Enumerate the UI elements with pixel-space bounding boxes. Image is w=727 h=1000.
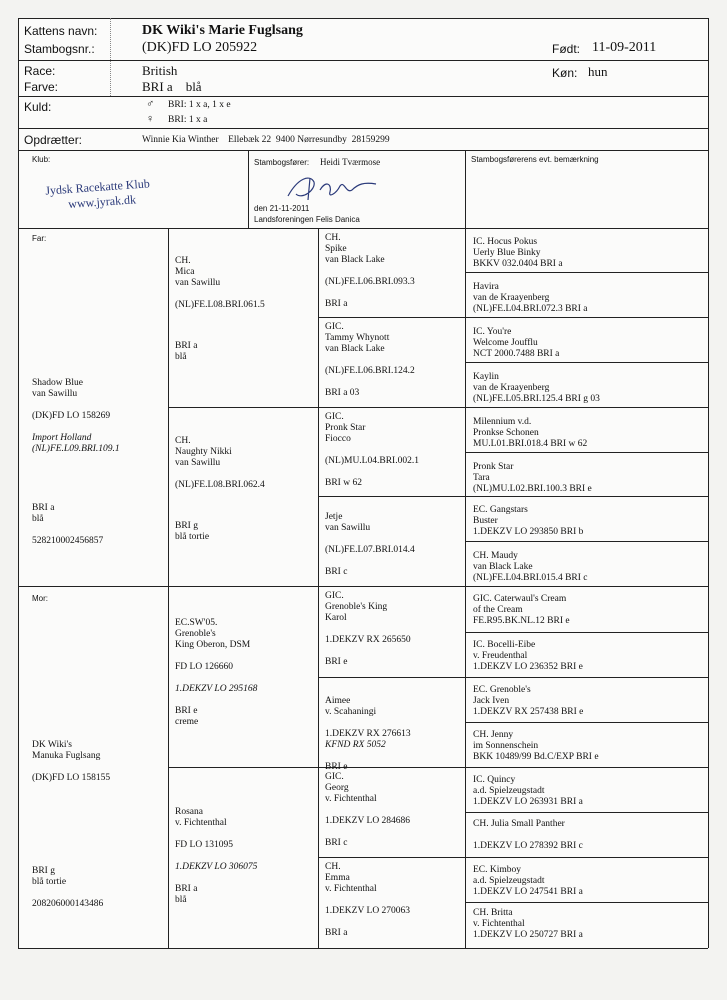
gggp-line: (NL)FE.L04.BRI.072.3 BRI a bbox=[473, 304, 588, 314]
grandparent-color: creme bbox=[175, 717, 199, 727]
dam-cell bbox=[32, 740, 110, 910]
ggp-line: CH. bbox=[325, 233, 341, 243]
rule bbox=[465, 541, 708, 542]
gggp-cell bbox=[473, 372, 600, 405]
rule bbox=[465, 272, 708, 273]
great-grandparent-cell bbox=[325, 322, 415, 399]
registrar-name: Heidi Tværmose bbox=[320, 157, 381, 167]
grandparent-color: BRI a bbox=[175, 884, 198, 894]
gggp-cell bbox=[473, 819, 583, 852]
gggp-line: 1.DEKZV LO 278392 BRI c bbox=[473, 841, 583, 851]
gggp-line: 1.DEKZV LO 236352 BRI e bbox=[473, 662, 583, 672]
ggp-line: Fiocco bbox=[325, 434, 351, 444]
rule bbox=[465, 150, 466, 228]
gggp-line: IC. Quincy bbox=[473, 775, 516, 785]
gggp-line: 1.DEKZV LO 263931 BRI a bbox=[473, 797, 583, 807]
dam-name: DK Wiki's bbox=[32, 740, 72, 750]
grandparent-color: BRI a bbox=[175, 341, 198, 351]
grandparent-cell bbox=[175, 796, 257, 906]
gggp-line: Pronk Star bbox=[473, 462, 514, 472]
gggp-line: IC. Hocus Pokus bbox=[473, 237, 538, 247]
grandparent-title: CH. bbox=[175, 256, 191, 266]
rule bbox=[18, 128, 708, 129]
grandparent-reg: FD LO 126660 bbox=[175, 662, 234, 672]
ggp-line: Emma bbox=[325, 873, 350, 883]
grandparent-title: CH. bbox=[175, 436, 191, 446]
gggp-line: Tara bbox=[473, 473, 490, 483]
mother-label: Mor: bbox=[32, 594, 48, 603]
ggp-line: van Sawillu bbox=[325, 523, 371, 533]
gggp-line: FE.R95.BK.NL.12 BRI e bbox=[473, 616, 570, 626]
grandparent-color: blå bbox=[175, 352, 187, 362]
dam-reg: (DK)FD LO 158155 bbox=[32, 773, 111, 783]
ggp-line: Jetje bbox=[325, 512, 343, 522]
gggp-cell bbox=[473, 640, 583, 673]
rule bbox=[465, 362, 708, 363]
gggp-line: (NL)FE.L05.BRI.125.4 BRI g 03 bbox=[473, 394, 600, 404]
dam-name: Manuka Fuglsang bbox=[32, 751, 101, 761]
cat-name: DK Wiki's Marie Fuglsang bbox=[142, 23, 303, 38]
gggp-line: CH. Julia Small Panther bbox=[473, 819, 565, 829]
born-date: 11-09-2011 bbox=[592, 40, 657, 55]
father-label: Far: bbox=[32, 234, 47, 243]
rule bbox=[18, 96, 708, 97]
ggp-reg: 1.DEKZV LO 270063 bbox=[325, 906, 411, 916]
name-label: Kattens navn: bbox=[24, 24, 98, 38]
litter-female: BRI: 1 x a bbox=[168, 115, 208, 125]
rule bbox=[168, 228, 169, 948]
gggp-line: 1.DEKZV LO 293850 BRI b bbox=[473, 527, 584, 537]
rule bbox=[318, 317, 708, 318]
ggp-line: v. Fichtenthal bbox=[325, 884, 377, 894]
color-value: BRI a blå bbox=[142, 79, 202, 94]
female-icon: ♀ bbox=[146, 113, 155, 125]
club-logo-name: Jydsk Racekatte Klub bbox=[44, 176, 151, 198]
pedigree-sheet bbox=[18, 18, 708, 948]
great-grandparent-cell bbox=[325, 591, 411, 668]
breeder-label: Opdrætter: bbox=[24, 133, 83, 147]
gggp-line: van de Kraayenberg bbox=[473, 293, 550, 303]
gggp-line: a.d. Spielzeugstadt bbox=[473, 876, 545, 886]
sire-import: (NL)FE.L09.BRI.109.1 bbox=[32, 444, 120, 454]
rule bbox=[318, 228, 319, 948]
grandparent-title: EC.SW'05. bbox=[175, 618, 218, 628]
litter-label: Kuld: bbox=[24, 100, 52, 114]
grandparent-name: Naughty Nikki bbox=[175, 447, 232, 457]
gggp-line: Buster bbox=[473, 516, 498, 526]
remarks-label: Stambogsførerens evt. bemærkning bbox=[471, 155, 599, 164]
ggp-reg: 1.DEKZV LO 284686 bbox=[325, 816, 411, 826]
gggp-cell bbox=[473, 865, 583, 898]
club-logo-url: www.jyrak.dk bbox=[67, 192, 137, 212]
ggp-reg: (NL)FE.L06.BRI.093.3 bbox=[325, 277, 415, 287]
rule bbox=[465, 632, 708, 633]
gggp-cell bbox=[473, 908, 583, 941]
gggp-cell bbox=[473, 282, 588, 315]
grandparent-name: Grenoble's bbox=[175, 629, 216, 639]
rule bbox=[248, 150, 249, 228]
grandparent-color: BRI e bbox=[175, 706, 198, 716]
grandparent-color: blå bbox=[175, 895, 187, 905]
gggp-line: a.d. Spielzeugstadt bbox=[473, 786, 545, 796]
rule bbox=[465, 722, 708, 723]
grandparent-name: v. Fichtenthal bbox=[175, 818, 227, 828]
gggp-line: 1.DEKZV RX 257438 BRI e bbox=[473, 707, 584, 717]
grandparent-name: van Sawillu bbox=[175, 458, 221, 468]
gggp-line: Welcome Joufflu bbox=[473, 338, 538, 348]
gggp-line: NCT 2000.7488 BRI a bbox=[473, 349, 560, 359]
ggp-reg: (NL)FE.L07.BRI.014.4 bbox=[325, 545, 415, 555]
rule bbox=[465, 902, 708, 903]
breeder-value: Winnie Kia Winther Ellebæk 22 9400 Nørresundby 28159299 bbox=[142, 135, 390, 145]
grandparent-reg: FD LO 131095 bbox=[175, 840, 234, 850]
race-value: British bbox=[142, 63, 178, 78]
sire-import: Import Holland bbox=[32, 433, 92, 443]
ggp-line: Karol bbox=[325, 613, 347, 623]
rule bbox=[18, 948, 708, 949]
color-label: Farve: bbox=[24, 80, 59, 94]
rule bbox=[18, 18, 19, 948]
ggp-color: BRI w 62 bbox=[325, 478, 362, 488]
sire-color: blå bbox=[32, 514, 44, 524]
sire-color: BRI a bbox=[32, 503, 55, 513]
race-label: Race: bbox=[24, 64, 56, 78]
gggp-cell bbox=[473, 775, 583, 808]
gggp-cell bbox=[473, 237, 563, 270]
sex-value: hun bbox=[588, 64, 608, 79]
ggp-line: Pronk Star bbox=[325, 423, 366, 433]
gggp-cell bbox=[473, 594, 570, 627]
rule bbox=[318, 496, 708, 497]
ggp-line: CH. bbox=[325, 862, 341, 872]
gggp-line: MU.L01.BRI.018.4 BRI w 62 bbox=[473, 439, 588, 449]
dam-chip: 208206000143486 bbox=[32, 899, 104, 909]
rule bbox=[110, 18, 111, 96]
registrar-label: Stambogsfører: bbox=[254, 158, 310, 167]
litter-male: BRI: 1 x a, 1 x e bbox=[168, 100, 231, 110]
ggp-line: van Black Lake bbox=[325, 255, 385, 265]
cat-reg: (DK)FD LO 205922 bbox=[142, 40, 258, 55]
grandparent-title bbox=[175, 796, 257, 807]
gggp-line: v. Freudenthal bbox=[473, 651, 528, 661]
registry-date: den 21-11-2011 bbox=[254, 204, 310, 213]
club-logo bbox=[45, 172, 207, 223]
sire-reg: (DK)FD LO 158269 bbox=[32, 411, 111, 421]
sire-name: Shadow Blue bbox=[32, 378, 83, 388]
gggp-line: Jack Iven bbox=[473, 696, 510, 706]
ggp-reg: (NL)MU.L04.BRI.002.1 bbox=[325, 456, 419, 466]
rule bbox=[18, 586, 708, 587]
gggp-line: IC. Bocelli-Eibe bbox=[473, 640, 536, 650]
grandparent-reg: (NL)FE.L08.BRI.061.5 bbox=[175, 300, 265, 310]
gggp-cell bbox=[473, 551, 588, 584]
club-label: Klub: bbox=[32, 155, 51, 164]
gggp-line: EC. Gangstars bbox=[473, 505, 528, 515]
ggp-reg2: KFND RX 5052 bbox=[325, 740, 386, 750]
rule bbox=[465, 228, 466, 948]
ggp-color: BRI e bbox=[325, 657, 348, 667]
ggp-line: Spike bbox=[325, 244, 347, 254]
grandparent-name: van Sawillu bbox=[175, 278, 221, 288]
gggp-line: Milennium v.d. bbox=[473, 417, 532, 427]
ggp-line: Tammy Whynott bbox=[325, 333, 390, 343]
ggp-color: BRI a bbox=[325, 928, 348, 938]
rule bbox=[318, 677, 708, 678]
ggp-line: Aimee bbox=[325, 696, 351, 706]
gggp-line: v. Fichtenthal bbox=[473, 919, 525, 929]
grandparent-color: BRI g bbox=[175, 521, 198, 531]
great-grandparent-cell bbox=[325, 696, 411, 773]
gggp-line: of the Cream bbox=[473, 605, 523, 615]
grandparent-name: Mica bbox=[175, 267, 195, 277]
rule bbox=[318, 857, 708, 858]
grandparent-reg2: 1.DEKZV LO 295168 bbox=[175, 684, 258, 694]
sire-chip: 528210002456857 bbox=[32, 536, 104, 546]
rule bbox=[18, 228, 708, 229]
great-grandparent-cell bbox=[325, 233, 415, 310]
reg-label: Stambogsnr.: bbox=[24, 42, 95, 56]
gggp-line: (NL)FE.L04.BRI.015.4 BRI c bbox=[473, 573, 588, 583]
male-icon: ♂ bbox=[146, 98, 155, 110]
ggp-line: v. Scahaningi bbox=[325, 707, 377, 717]
gggp-cell bbox=[473, 462, 592, 495]
rule bbox=[18, 18, 708, 19]
grandparent-reg: (NL)FE.L08.BRI.062.4 bbox=[175, 480, 265, 490]
rule bbox=[708, 18, 709, 948]
grandparent-cell bbox=[175, 256, 265, 363]
gggp-cell bbox=[473, 730, 599, 763]
ggp-line: GIC. bbox=[325, 322, 344, 332]
signature bbox=[280, 170, 390, 206]
gggp-line: Kaylin bbox=[473, 372, 499, 382]
rule bbox=[465, 452, 708, 453]
ggp-reg: 1.DEKZV RX 276613 bbox=[325, 729, 411, 739]
gggp-cell bbox=[473, 685, 583, 718]
gggp-line: CH. Jenny bbox=[473, 730, 514, 740]
gggp-line: 1.DEKZV LO 250727 BRI a bbox=[473, 930, 583, 940]
grandparent-cell bbox=[175, 618, 257, 728]
rule bbox=[18, 60, 708, 61]
rule bbox=[18, 150, 708, 151]
great-grandparent-cell bbox=[325, 412, 419, 489]
ggp-line: GIC. bbox=[325, 591, 344, 601]
ggp-color: BRI a bbox=[325, 299, 348, 309]
ggp-line: v. Fichtenthal bbox=[325, 794, 377, 804]
sire-name: van Sawillu bbox=[32, 389, 78, 399]
federation-name: Landsforeningen Felis Danica bbox=[254, 215, 360, 224]
ggp-reg: (NL)FE.L06.BRI.124.2 bbox=[325, 366, 415, 376]
grandparent-cell bbox=[175, 436, 265, 543]
gggp-line: Pronkse Schonen bbox=[473, 428, 539, 438]
gggp-line: im Sonnenschein bbox=[473, 741, 539, 751]
ggp-line: van Black Lake bbox=[325, 344, 385, 354]
gggp-line: van Black Lake bbox=[473, 562, 533, 572]
ggp-line: Georg bbox=[325, 783, 349, 793]
gggp-line: Uerly Blue Binky bbox=[473, 248, 541, 258]
gggp-cell bbox=[473, 327, 559, 360]
gggp-line: EC. Kimboy bbox=[473, 865, 522, 875]
gggp-cell bbox=[473, 505, 583, 538]
great-grandparent-cell bbox=[325, 862, 410, 939]
ggp-line: Grenoble's King bbox=[325, 602, 388, 612]
ggp-color: BRI c bbox=[325, 567, 348, 577]
grandparent-name: King Oberon, DSM bbox=[175, 640, 251, 650]
born-label: Født: bbox=[552, 42, 581, 56]
ggp-line: GIC. bbox=[325, 772, 344, 782]
grandparent-name: Rosana bbox=[175, 807, 203, 817]
great-grandparent-cell bbox=[325, 772, 410, 849]
rule bbox=[465, 812, 708, 813]
ggp-line: GIC. bbox=[325, 412, 344, 422]
ggp-color: BRI a 03 bbox=[325, 388, 360, 398]
gggp-line: BKKV 032.0404 BRI a bbox=[473, 259, 563, 269]
gggp-line: 1.DEKZV LO 247541 BRI a bbox=[473, 887, 583, 897]
ggp-reg: 1.DEKZV RX 265650 bbox=[325, 635, 411, 645]
gggp-line: CH. Britta bbox=[473, 908, 513, 918]
gggp-line: IC. You're bbox=[473, 327, 512, 337]
sex-label: Køn: bbox=[552, 66, 578, 80]
gggp-line: GIC. Caterwaul's Cream bbox=[473, 594, 567, 604]
dam-color: blå tortie bbox=[32, 877, 67, 887]
gggp-line: BKK 10489/99 Bd.C/EXP BRI e bbox=[473, 752, 599, 762]
rule bbox=[168, 407, 708, 408]
gggp-line: Havira bbox=[473, 282, 499, 292]
gggp-line: CH. Maudy bbox=[473, 551, 518, 561]
ggp-color: BRI c bbox=[325, 838, 348, 848]
gggp-line bbox=[473, 830, 583, 841]
dam-color: BRI g bbox=[32, 866, 55, 876]
gggp-line: van de Kraayenberg bbox=[473, 383, 550, 393]
gggp-line: EC. Grenoble's bbox=[473, 685, 531, 695]
great-grandparent-cell bbox=[325, 512, 415, 578]
grandparent-color: blå tortie bbox=[175, 532, 210, 542]
grandparent-reg2: 1.DEKZV LO 306075 bbox=[175, 862, 258, 872]
rule bbox=[168, 767, 708, 768]
sire-cell bbox=[32, 378, 120, 547]
ggp-color: BRI e bbox=[325, 762, 348, 772]
gggp-line: (NL)MU.L02.BRI.100.3 BRI e bbox=[473, 484, 592, 494]
gggp-cell bbox=[473, 417, 587, 450]
